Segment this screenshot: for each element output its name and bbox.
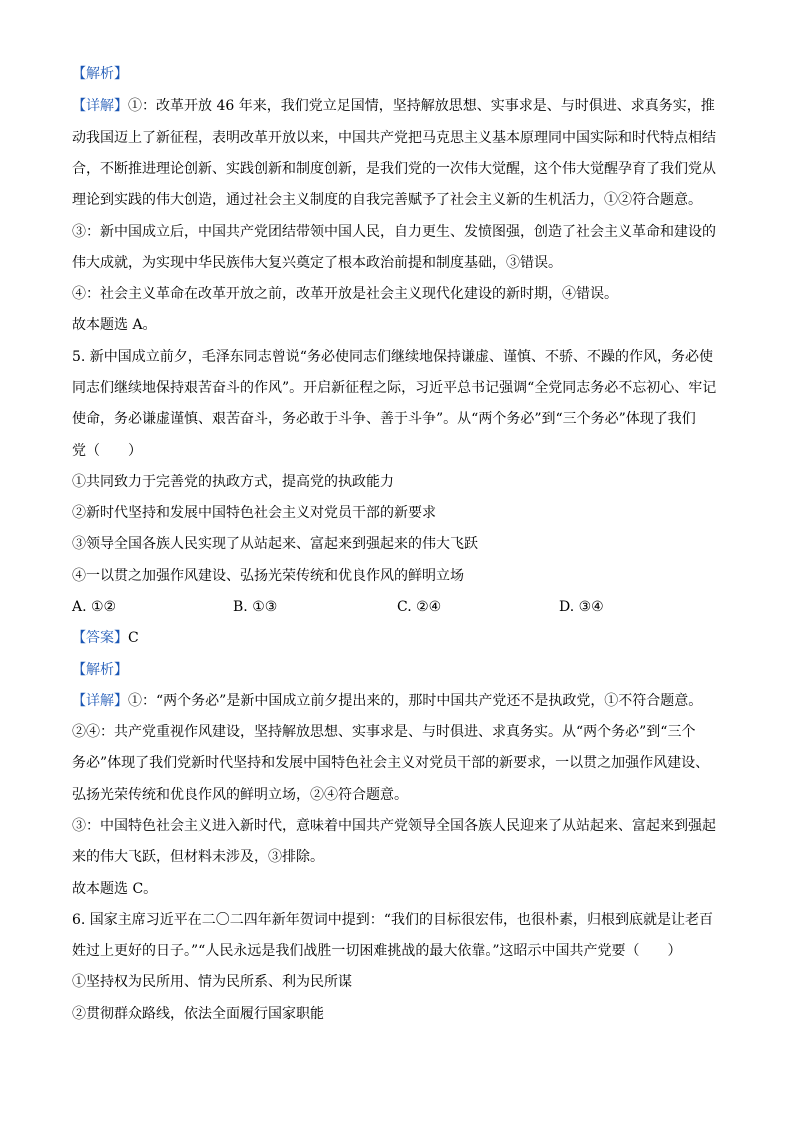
line-text: 弘扬光荣传统和优良作风的鲜明立场，②④符合题意。 bbox=[72, 787, 408, 803]
line-text: ④：社会主义革命在改革开放之前，改革开放是社会主义现代化建设的新时期，④错误。 bbox=[72, 286, 618, 302]
section-tag: 【详解】 bbox=[72, 693, 128, 709]
line-text: 6. 国家主席习近平在二〇二四年新年贺词中提到：“我们的目标很宏伟，也很朴素，归根到底就是让老百 bbox=[72, 912, 713, 928]
text-line bbox=[72, 691, 732, 711]
text-line bbox=[72, 409, 732, 429]
line-text: ④一以贯之加强作风建设、弘扬光荣传统和优良作风的鲜明立场 bbox=[72, 568, 464, 584]
text-line bbox=[72, 628, 732, 648]
section-tag: 【解析】 bbox=[72, 66, 128, 82]
answer-option: C. ②④ bbox=[397, 599, 442, 615]
text-line bbox=[72, 315, 732, 335]
line-text: 来的伟大飞跃，但材料未涉及，③排除。 bbox=[72, 849, 324, 865]
text-line bbox=[72, 64, 732, 84]
line-text: ②④：共产党重视作风建设，坚持解放思想、实事求是、与时俱进、求真务实。从“两个务必”到“三个 bbox=[72, 724, 696, 740]
line-text: 故本题选 C。 bbox=[72, 881, 158, 897]
line-text: ③领导全国各族人民实现了从站起来、富起来到强起来的伟大飞跃 bbox=[72, 536, 478, 552]
text-line bbox=[72, 972, 732, 992]
text-line bbox=[72, 816, 732, 836]
line-text: 姓过上更好的日子。”“人民永远是我们战胜一切困难挑战的最大依靠。”这昭示中国共产党要（ ） bbox=[72, 943, 682, 959]
line-text: ①坚持权为民所用、情为民所系、利为民所谋 bbox=[72, 974, 352, 990]
text-line bbox=[72, 534, 732, 554]
text-line bbox=[72, 441, 732, 461]
line-text: ①：“两个务必”是新中国成立前夕提出来的，那时中国共产党还不是执政党，①不符合题意。 bbox=[128, 693, 703, 709]
text-line bbox=[72, 941, 732, 961]
line-text: 故本题选 A。 bbox=[72, 317, 157, 333]
text-line bbox=[72, 879, 732, 899]
text-line bbox=[72, 159, 732, 179]
text-line bbox=[72, 566, 732, 586]
line-text: C bbox=[128, 630, 139, 646]
line-text: ②新时代坚持和发展中国特色社会主义对党员干部的新要求 bbox=[72, 505, 436, 521]
answer-option: A. ①② bbox=[72, 599, 117, 615]
line-text: 务必”体现了我们党新时代坚持和发展中国特色社会主义对党员干部的新要求，一以贯之加强作风建设、 bbox=[72, 755, 710, 771]
text-line bbox=[72, 253, 732, 273]
text-line bbox=[72, 847, 732, 867]
text-line bbox=[72, 472, 732, 492]
text-line bbox=[72, 284, 732, 304]
line-text: 使命，务必谦虚谨慎、艰苦奋斗，务必敢于斗争、善于斗争”。从“两个务必”到“三个务必”体现了我们 bbox=[72, 411, 696, 427]
line-text: ①共同致力于完善党的执政方式，提高党的执政能力 bbox=[72, 474, 394, 490]
text-line bbox=[72, 753, 732, 773]
text-line bbox=[72, 785, 732, 805]
line-text: ③：中国特色社会主义进入新时代，意味着中国共产党领导全国各族人民迎来了从站起来、富起来到强起 bbox=[72, 818, 716, 834]
section-tag: 【详解】 bbox=[72, 98, 128, 114]
text-line bbox=[72, 503, 732, 523]
section-tag: 【答案】 bbox=[72, 630, 128, 646]
line-text: 5. 新中国成立前夕，毛泽东同志曾说“务必使同志们继续地保持谦虚、谨慎、不骄、不躁的作风，务必使 bbox=[72, 349, 713, 365]
line-text: 党（ ） bbox=[72, 443, 142, 459]
text-line bbox=[72, 378, 732, 398]
line-text: 同志们继续地保持艰苦奋斗的作风”。开启新征程之际，习近平总书记强调“全党同志务必不忘初心、牢记 bbox=[72, 380, 717, 396]
text-line bbox=[72, 910, 732, 930]
text-line bbox=[72, 1004, 732, 1024]
line-text: ②贯彻群众路线，依法全面履行国家职能 bbox=[72, 1006, 324, 1022]
line-text: ①：改革开放 46 年来，我们党立足国情，坚持解放思想、实事求是、与时俱进、求真务实，推 bbox=[128, 98, 715, 114]
answer-option: B. ①③ bbox=[233, 599, 278, 615]
text-line bbox=[72, 190, 732, 210]
line-text: 伟大成就，为实现中华民族伟大复兴奠定了根本政治前提和制度基础，③错误。 bbox=[72, 255, 562, 271]
line-text: ③：新中国成立后，中国共产党团结带领中国人民，自力更生、发愤图强，创造了社会主义革命和建设的 bbox=[72, 224, 716, 240]
text-line bbox=[72, 722, 732, 742]
text-line bbox=[72, 347, 732, 367]
text-line bbox=[72, 222, 732, 242]
text-line bbox=[72, 660, 732, 680]
line-text: 合，不断推进理论创新、实践创新和制度创新，是我们党的一次伟大觉醒，这个伟大觉醒孕育了我们党从 bbox=[72, 161, 716, 177]
answer-option: D. ③④ bbox=[559, 599, 604, 615]
text-line bbox=[72, 96, 732, 116]
line-text: 理论到实践的伟大创造，通过社会主义制度的自我完善赋予了社会主义新的生机活力，①②符合题意。 bbox=[72, 192, 702, 208]
line-text: 动我国迈上了新征程，表明改革开放以来，中国共产党把马克思主义基本原理同中国实际和时代特点相结 bbox=[72, 130, 716, 146]
section-tag: 【解析】 bbox=[72, 662, 128, 678]
text-line bbox=[72, 128, 732, 148]
